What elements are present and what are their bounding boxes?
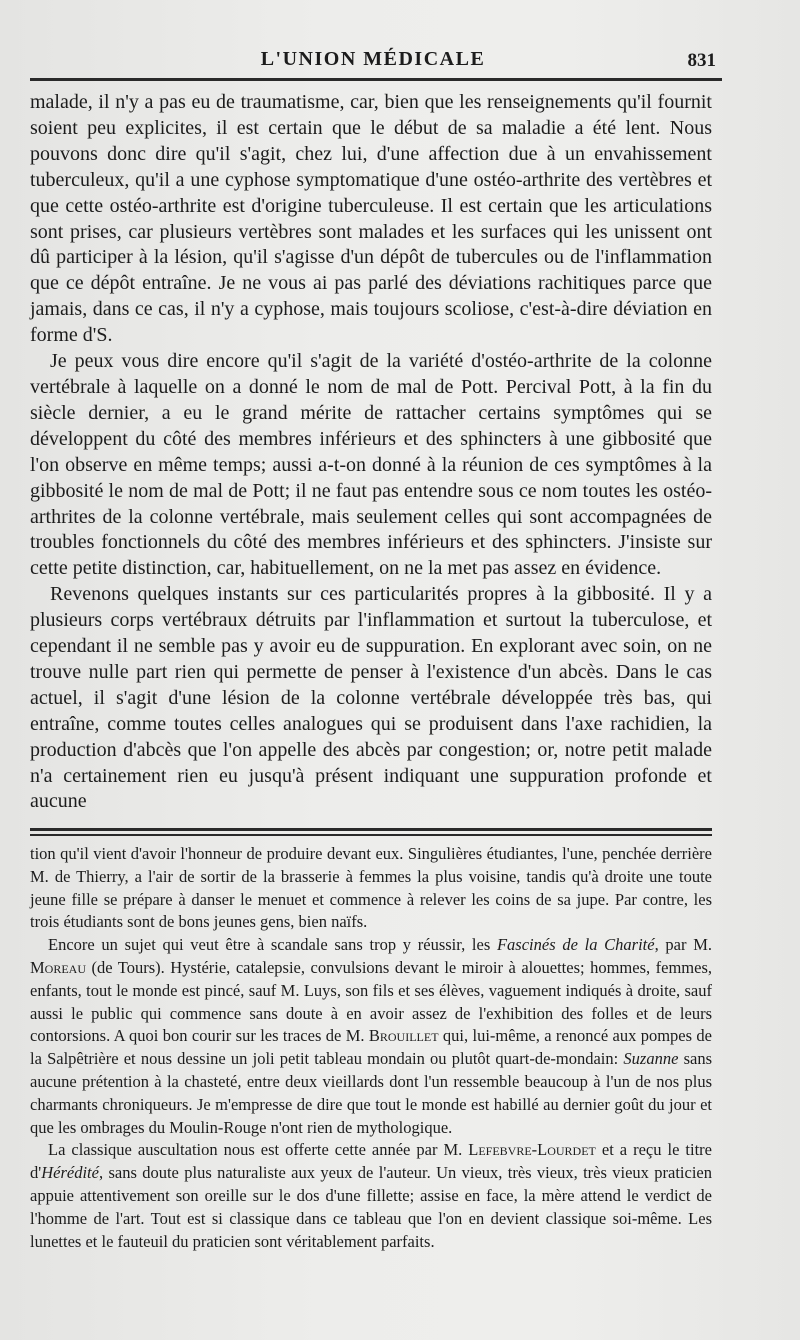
paragraph: Je peux vous dire encore qu'il s'agit de la variété d'ostéo-arthrite de la colonne vertébrale à laquelle on a donné le nom de mal de Pott. Percival Pott, à la fin du siècle dernier, a eu le grand mérite de rattacher certains symptômes qui se développent du côté des membres inférieurs et des sphincters à une gibbosité que l'on observe en même temps; aussi a-t-on donné à la réunion de ces symptômes à la gibbosité le nom de mal de Pott; il ne faut pas entendre sous ce nom toutes les ostéo-arthrites de la colonne vertébrale, mais seulement celles qui sont accompagnées de troubles fonctionnels du côté des membres inférieurs et des sphincters. J'insiste sur cette petite distinction, car, habituellement, on ne la met pas assez en évidence. (30, 350, 712, 580)
feuilleton-paragraph (30, 934, 712, 1139)
feuilleton-section (30, 843, 712, 1253)
feuilleton-paragraph: tion qu'il vient d'avoir l'honneur de produire devant eux. Singulières étudiantes, l'une, penchée derrière M. de Thierry, a l'air de sortir de la brasserie à femmes la plus voisine, tandis qu'à droite une toute jeune fille se prépare à danser le menuet et commence à relever les coins de sa jupe. Par contre, les trois étudiants sont de bons jeunes gens, bien naïfs. (30, 844, 712, 932)
footnote-separator-rule (30, 828, 712, 831)
text-run: , par M. (654, 935, 712, 955)
text-run: Encore un sujet qui veut être à scandale sans trop y réussir, les (48, 935, 497, 955)
text-run: , sans doute plus naturaliste aux yeux de l'auteur. Un vieux, très vieux, très vieux praticien appuie attentivement son oreille sur le dos d'une fillette; assise en face, la mère attend le verdict de l'homme de l'art. Tout est si classique dans ce tableau que l'on en devient classique soi-même. Les lunettes et le fauteuil du praticien sont véritablement parfaits. (30, 1163, 712, 1251)
text-run: et a reçu le titre d' (30, 1140, 712, 1183)
text-run: (de Tours). Hystérie, catalepsie, convulsions devant le miroir à alouettes; hommes, femmes, enfants, tout le monde est pincé, sauf M. Luys, son fils et ses élèves, vaguement indiqués à droite, sauf aussi le public qui commence sans doute à en avoir assez de l'exhibition des folles et de leurs contorsions. A quoi bon courir sur les traces de M. (30, 957, 712, 1046)
article-body (30, 90, 712, 815)
footnote-separator-rule (30, 834, 712, 836)
artist-name: Lefebvre-Lourdet (468, 1140, 596, 1160)
text-run: sans aucune prétention à la chasteté, entre deux vieillards dont l'un ressemble beaucoup à l'un de nos plus charmants chroniqueurs. Je m'empresse de dire que tout le monde est habillé au dernier goût du jour et que les ombrages du Moulin-Rouge n'ont rien de mythologique. (30, 1049, 713, 1137)
journal-title: L'UNION MÉDICALE (260, 48, 486, 70)
artwork-title: Fascinés de la Charité (496, 935, 655, 955)
artist-name: Moreau (30, 957, 87, 977)
text-run: qui, lui-même, a renoncé aux pompes de la Salpêtrière et nous dessine un joli petit tableau mondain ou plutôt quart-de-mondain: (30, 1026, 712, 1069)
artwork-title: Hérédité (41, 1163, 99, 1183)
header-rule (30, 78, 722, 81)
artist-name: Brouillet (368, 1026, 439, 1046)
running-header (30, 48, 716, 78)
paragraph: malade, il n'y a pas eu de traumatisme, car, bien que les renseignements qu'il fournit soient peu explicites, il est certain que le début de sa maladie a été lent. Nous pouvons donc dire qu'il s'agit, chez lui, d'une affection due à un envahissement tuberculeux, qu'il a une cyphose symptomatique d'une ostéo-arthrite des vertèbres et que cette ostéo-arthrite est d'origine tuberculeuse. Il est certain que les articulations sont prises, car plusieurs vertèbres sont malades et les surfaces qui les unissent ont dû participer à la lésion, qu'il s'agisse d'un dépôt de tubercules ou de l'inflammation que ce dépôt entraîne. Je ne vous ai pas parlé des déviations rachitiques parce que jamais, dans ce cas, il n'y a cyphose, mais toujours scoliose, c'est-à-dire déviation en forme d'S. (30, 91, 712, 347)
paragraph: Revenons quelques instants sur ces particularités propres à la gibbosité. Il y a plusieurs corps vertébraux détruits par l'inflammation et surtout la tuberculose, et cependant il ne semble pas y avoir eu de suppuration. En explorant avec soin, on ne trouve nulle part rien qui permette de penser à l'existence d'un abcès. Dans le cas actuel, il s'agit d'une lésion de la colonne vertébrale développée très bas, qui entraîne, comme toutes celles analogues qui se produisent dans l'axe rachidien, la production d'abcès que l'on appelle des abcès par congestion; or, notre petit malade n'a certainement rien eu jusqu'à présent indiquant une suppuration profonde et aucune (30, 583, 712, 813)
artwork-title: Suzanne (623, 1049, 679, 1069)
feuilleton-paragraph (30, 1139, 712, 1253)
page-number: 831 (687, 50, 716, 71)
text-run: La classique auscultation nous est offerte cette année par M. (48, 1140, 469, 1160)
